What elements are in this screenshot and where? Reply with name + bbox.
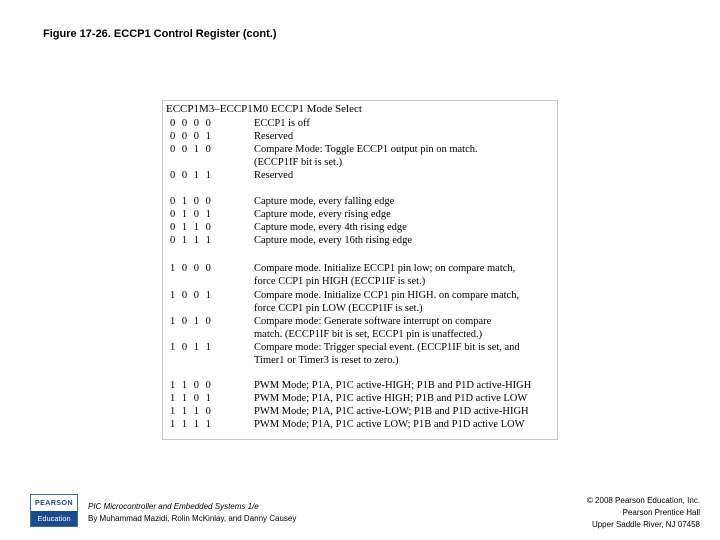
mode-description bbox=[254, 234, 412, 247]
mode-bits: 0 0 1 1 bbox=[170, 170, 213, 181]
mode-bits: 0 1 0 0 bbox=[170, 196, 213, 207]
mode-bits: 1 1 0 0 bbox=[170, 380, 213, 391]
mode-description bbox=[254, 130, 293, 143]
mode-bits: 0 0 1 0 bbox=[170, 144, 213, 155]
description-line: Capture mode, every 16th rising edge bbox=[254, 235, 413, 246]
description-line: PWM Mode; P1A, P1C active LOW; P1B and P1D active LOW bbox=[254, 419, 525, 430]
mode-description bbox=[254, 117, 310, 130]
mode-description bbox=[254, 195, 394, 208]
mode-description bbox=[254, 315, 491, 341]
description-line: PWM Mode; P1A, P1C active HIGH; P1B and P1D active LOW bbox=[254, 393, 528, 404]
mode-description bbox=[254, 418, 525, 431]
mode-bits: 1 0 1 1 bbox=[170, 342, 213, 353]
mode-description bbox=[254, 221, 407, 234]
mode-bits: 0 1 1 1 bbox=[170, 235, 213, 246]
pearson-logo bbox=[30, 494, 78, 527]
mode-description bbox=[254, 169, 293, 182]
footer-copyright bbox=[587, 495, 700, 531]
description-line: ECCP1 is off bbox=[254, 118, 310, 129]
publisher-address: Upper Saddle River, NJ 07458 bbox=[591, 520, 700, 529]
logo-bottom-text: Education bbox=[31, 511, 77, 526]
description-line: Compare mode: Generate software interrupt on compare bbox=[254, 316, 492, 327]
description-line: Capture mode, every 4th rising edge bbox=[254, 222, 407, 233]
mode-bits: 0 0 0 0 bbox=[170, 118, 213, 129]
mode-bits: 1 1 1 0 bbox=[170, 406, 213, 417]
mode-description bbox=[254, 143, 478, 169]
mode-bits: 1 1 0 1 bbox=[170, 393, 213, 404]
book-authors: By Muhammad Mazidi, Rolin McKinlay, and Danny Causey bbox=[88, 514, 297, 523]
mode-bits: 0 0 0 1 bbox=[170, 131, 213, 142]
mode-description bbox=[254, 289, 519, 315]
mode-bits: 0 1 1 0 bbox=[170, 222, 213, 233]
description-line: match. (ECCP1IF bit is set, ECCP1 pin is unaffected.) bbox=[254, 329, 483, 340]
mode-description bbox=[254, 405, 529, 418]
description-line: Compare mode. Initialize ECCP1 pin low; on compare match, bbox=[254, 263, 516, 274]
mode-description bbox=[254, 341, 520, 367]
logo-top-text: PEARSON bbox=[31, 495, 77, 511]
footer-book-info bbox=[88, 501, 296, 525]
description-line: PWM Mode; P1A, P1C active-LOW; P1B and P1D active-HIGH bbox=[254, 406, 529, 417]
description-line: Compare mode: Trigger special event. (ECCP1IF bit is set, and bbox=[254, 342, 520, 353]
mode-description bbox=[254, 392, 527, 405]
copyright-line: © 2008 Pearson Education, Inc. bbox=[586, 496, 700, 505]
mode-description bbox=[254, 208, 391, 221]
mode-bits: 1 0 1 0 bbox=[170, 316, 213, 327]
figure-title: Figure 17-26. ECCP1 Control Register (cont.) bbox=[43, 28, 277, 40]
mode-description bbox=[254, 379, 531, 392]
description-line: force CCP1 pin LOW (ECCP1IF is set.) bbox=[254, 303, 423, 314]
mode-bits: 0 1 0 1 bbox=[170, 209, 213, 220]
description-line: force CCP1 pin HIGH (ECCP1IF is set.) bbox=[254, 276, 426, 287]
description-line: Compare Mode: Toggle ECCP1 output pin on match. bbox=[254, 144, 478, 155]
description-line: Capture mode, every falling edge bbox=[254, 196, 395, 207]
description-line: (ECCP1IF bit is set.) bbox=[254, 157, 343, 168]
description-line: Reserved bbox=[254, 131, 294, 142]
description-line: PWM Mode; P1A, P1C active-HIGH; P1B and P1D active-HIGH bbox=[254, 380, 532, 391]
mode-bits: 1 0 0 1 bbox=[170, 290, 213, 301]
mode-description bbox=[254, 262, 515, 288]
mode-bits: 1 1 1 1 bbox=[170, 419, 213, 430]
description-line: Reserved bbox=[254, 170, 294, 181]
book-title: PIC Microcontroller and Embedded Systems 1/e bbox=[88, 502, 259, 511]
publisher-line: Pearson Prentice Hall bbox=[622, 508, 700, 517]
description-line: Capture mode, every rising edge bbox=[254, 209, 391, 220]
mode-bits: 1 0 0 0 bbox=[170, 263, 213, 274]
table-header: ECCP1M3–ECCP1M0 ECCP1 Mode Select bbox=[166, 103, 362, 115]
description-line: Timer1 or Timer3 is reset to zero.) bbox=[254, 355, 399, 366]
description-line: Compare mode. Initialize CCP1 pin HIGH. on compare match, bbox=[254, 290, 520, 301]
